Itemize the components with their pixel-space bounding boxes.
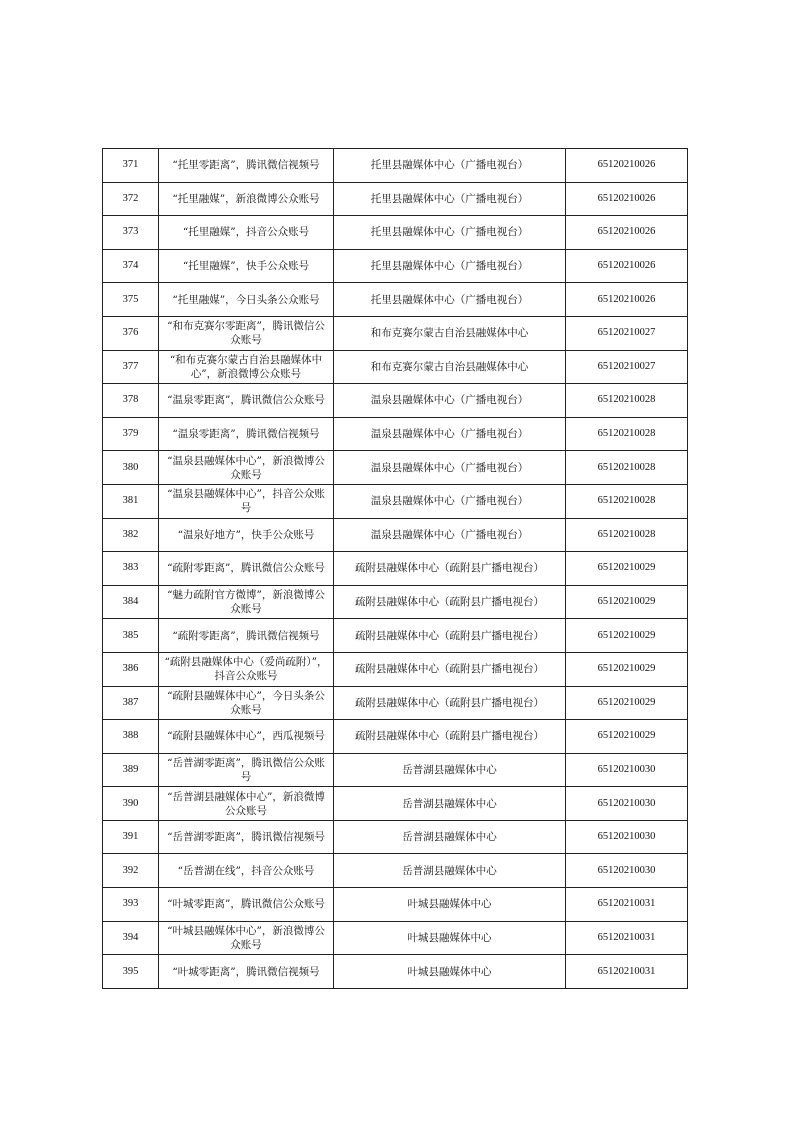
account-name: “叶城零距离”，腾讯微信公众账号	[159, 888, 334, 922]
registration-number: 65120210028	[566, 384, 688, 418]
account-name: “温泉县融媒体中心”，抖音公众账号	[159, 484, 334, 518]
registration-number: 65120210030	[566, 820, 688, 854]
row-number: 395	[103, 955, 159, 989]
table-row	[103, 182, 688, 216]
registration-number: 65120210031	[566, 921, 688, 955]
organization-name: 和布克赛尔蒙古自治县融媒体中心	[334, 316, 566, 350]
registration-number: 65120210027	[566, 350, 688, 384]
table-row	[103, 518, 688, 552]
organization-name: 温泉县融媒体中心（广播电视台）	[334, 417, 566, 451]
registration-number: 65120210029	[566, 652, 688, 686]
row-number: 381	[103, 484, 159, 518]
organization-name: 岳普湖县融媒体中心	[334, 753, 566, 787]
account-name: “温泉零距离”，腾讯微信公众账号	[159, 384, 334, 418]
table-row	[103, 585, 688, 619]
row-number: 378	[103, 384, 159, 418]
organization-name: 岳普湖县融媒体中心	[334, 787, 566, 821]
table-row	[103, 652, 688, 686]
account-name: “叶城县融媒体中心”，新浪微博公众账号	[159, 921, 334, 955]
registration-number: 65120210029	[566, 585, 688, 619]
row-number: 377	[103, 350, 159, 384]
organization-name: 温泉县融媒体中心（广播电视台）	[334, 451, 566, 485]
table-row	[103, 888, 688, 922]
table-row	[103, 384, 688, 418]
table-row	[103, 350, 688, 384]
organization-name: 疏附县融媒体中心（疏附县广播电视台）	[334, 652, 566, 686]
account-name: “温泉零距离”，腾讯微信视频号	[159, 417, 334, 451]
account-name: “魅力疏附官方微博”，新浪微博公众账号	[159, 585, 334, 619]
table-row	[103, 316, 688, 350]
registration-number: 65120210026	[566, 182, 688, 216]
registration-number: 65120210029	[566, 686, 688, 720]
organization-name: 托里县融媒体中心（广播电视台）	[334, 249, 566, 283]
organization-name: 托里县融媒体中心（广播电视台）	[334, 283, 566, 317]
organization-name: 和布克赛尔蒙古自治县融媒体中心	[334, 350, 566, 384]
account-name: “疏附零距离”，腾讯微信视频号	[159, 619, 334, 653]
account-name: “和布克赛尔零距离”，腾讯微信公众账号	[159, 316, 334, 350]
registration-number: 65120210030	[566, 787, 688, 821]
table-row	[103, 921, 688, 955]
table-row	[103, 149, 688, 183]
row-number: 380	[103, 451, 159, 485]
row-number: 382	[103, 518, 159, 552]
account-name: “叶城零距离”，腾讯微信视频号	[159, 955, 334, 989]
account-name: “疏附县融媒体中心（爱尚疏附）”，抖音公众账号	[159, 652, 334, 686]
registration-number: 65120210026	[566, 149, 688, 183]
account-name: “岳普湖零距离”，腾讯微信公众账号	[159, 753, 334, 787]
organization-name: 疏附县融媒体中心（疏附县广播电视台）	[334, 686, 566, 720]
row-number: 384	[103, 585, 159, 619]
table-row	[103, 955, 688, 989]
row-number: 372	[103, 182, 159, 216]
organization-name: 温泉县融媒体中心（广播电视台）	[334, 484, 566, 518]
registration-number: 65120210028	[566, 417, 688, 451]
table-row	[103, 283, 688, 317]
row-number: 392	[103, 854, 159, 888]
organization-name: 疏附县融媒体中心（疏附县广播电视台）	[334, 585, 566, 619]
organization-name: 叶城县融媒体中心	[334, 955, 566, 989]
account-name: “岳普湖县融媒体中心”，新浪微博公众账号	[159, 787, 334, 821]
organization-name: 托里县融媒体中心（广播电视台）	[334, 182, 566, 216]
organization-name: 疏附县融媒体中心（疏附县广播电视台）	[334, 720, 566, 754]
organization-name: 叶城县融媒体中心	[334, 921, 566, 955]
registration-number: 65120210030	[566, 854, 688, 888]
row-number: 376	[103, 316, 159, 350]
organization-name: 岳普湖县融媒体中心	[334, 820, 566, 854]
account-name: “托里融媒”，今日头条公众账号	[159, 283, 334, 317]
registration-number: 65120210031	[566, 888, 688, 922]
account-name: “岳普湖在线”，抖音公众账号	[159, 854, 334, 888]
organization-name: 托里县融媒体中心（广播电视台）	[334, 149, 566, 183]
table-row	[103, 820, 688, 854]
row-number: 379	[103, 417, 159, 451]
row-number: 394	[103, 921, 159, 955]
table-row	[103, 720, 688, 754]
account-name: “托里零距离”，腾讯微信视频号	[159, 149, 334, 183]
registration-number: 65120210029	[566, 720, 688, 754]
account-name: “温泉好地方”，快手公众账号	[159, 518, 334, 552]
row-number: 387	[103, 686, 159, 720]
account-name: “疏附县融媒体中心”，西瓜视频号	[159, 720, 334, 754]
registration-number: 65120210029	[566, 619, 688, 653]
row-number: 371	[103, 149, 159, 183]
row-number: 375	[103, 283, 159, 317]
registration-number: 65120210026	[566, 249, 688, 283]
account-name: “岳普湖零距离”，腾讯微信视频号	[159, 820, 334, 854]
table-row	[103, 417, 688, 451]
organization-name: 疏附县融媒体中心（疏附县广播电视台）	[334, 619, 566, 653]
table-row	[103, 686, 688, 720]
table-row	[103, 216, 688, 250]
row-number: 390	[103, 787, 159, 821]
organization-name: 疏附县融媒体中心（疏附县广播电视台）	[334, 552, 566, 586]
account-name: “托里融媒”，抖音公众账号	[159, 216, 334, 250]
row-number: 373	[103, 216, 159, 250]
account-name: “托里融媒”，新浪微博公众账号	[159, 182, 334, 216]
account-register-table	[102, 148, 688, 989]
table-row	[103, 619, 688, 653]
registration-number: 65120210027	[566, 316, 688, 350]
registration-number: 65120210028	[566, 451, 688, 485]
table-row	[103, 787, 688, 821]
account-name: “和布克赛尔蒙古自治县融媒体中心”，新浪微博公众账号	[159, 350, 334, 384]
organization-name: 托里县融媒体中心（广播电视台）	[334, 216, 566, 250]
table-body	[103, 149, 688, 989]
row-number: 374	[103, 249, 159, 283]
table-row	[103, 484, 688, 518]
registration-number: 65120210031	[566, 955, 688, 989]
table-row	[103, 451, 688, 485]
table-row	[103, 552, 688, 586]
account-name: “疏附零距离”，腾讯微信公众账号	[159, 552, 334, 586]
organization-name: 岳普湖县融媒体中心	[334, 854, 566, 888]
registration-number: 65120210026	[566, 283, 688, 317]
account-name: “疏附县融媒体中心”，今日头条公众账号	[159, 686, 334, 720]
table-row	[103, 753, 688, 787]
registration-number: 65120210028	[566, 484, 688, 518]
row-number: 391	[103, 820, 159, 854]
row-number: 386	[103, 652, 159, 686]
row-number: 393	[103, 888, 159, 922]
row-number: 383	[103, 552, 159, 586]
organization-name: 温泉县融媒体中心（广播电视台）	[334, 518, 566, 552]
table-row	[103, 854, 688, 888]
account-name: “温泉县融媒体中心”，新浪微博公众账号	[159, 451, 334, 485]
account-name: “托里融媒”，快手公众账号	[159, 249, 334, 283]
row-number: 389	[103, 753, 159, 787]
organization-name: 温泉县融媒体中心（广播电视台）	[334, 384, 566, 418]
row-number: 388	[103, 720, 159, 754]
row-number: 385	[103, 619, 159, 653]
registration-number: 65120210029	[566, 552, 688, 586]
organization-name: 叶城县融媒体中心	[334, 888, 566, 922]
registration-number: 65120210028	[566, 518, 688, 552]
table-row	[103, 249, 688, 283]
registration-number: 65120210026	[566, 216, 688, 250]
registration-number: 65120210030	[566, 753, 688, 787]
